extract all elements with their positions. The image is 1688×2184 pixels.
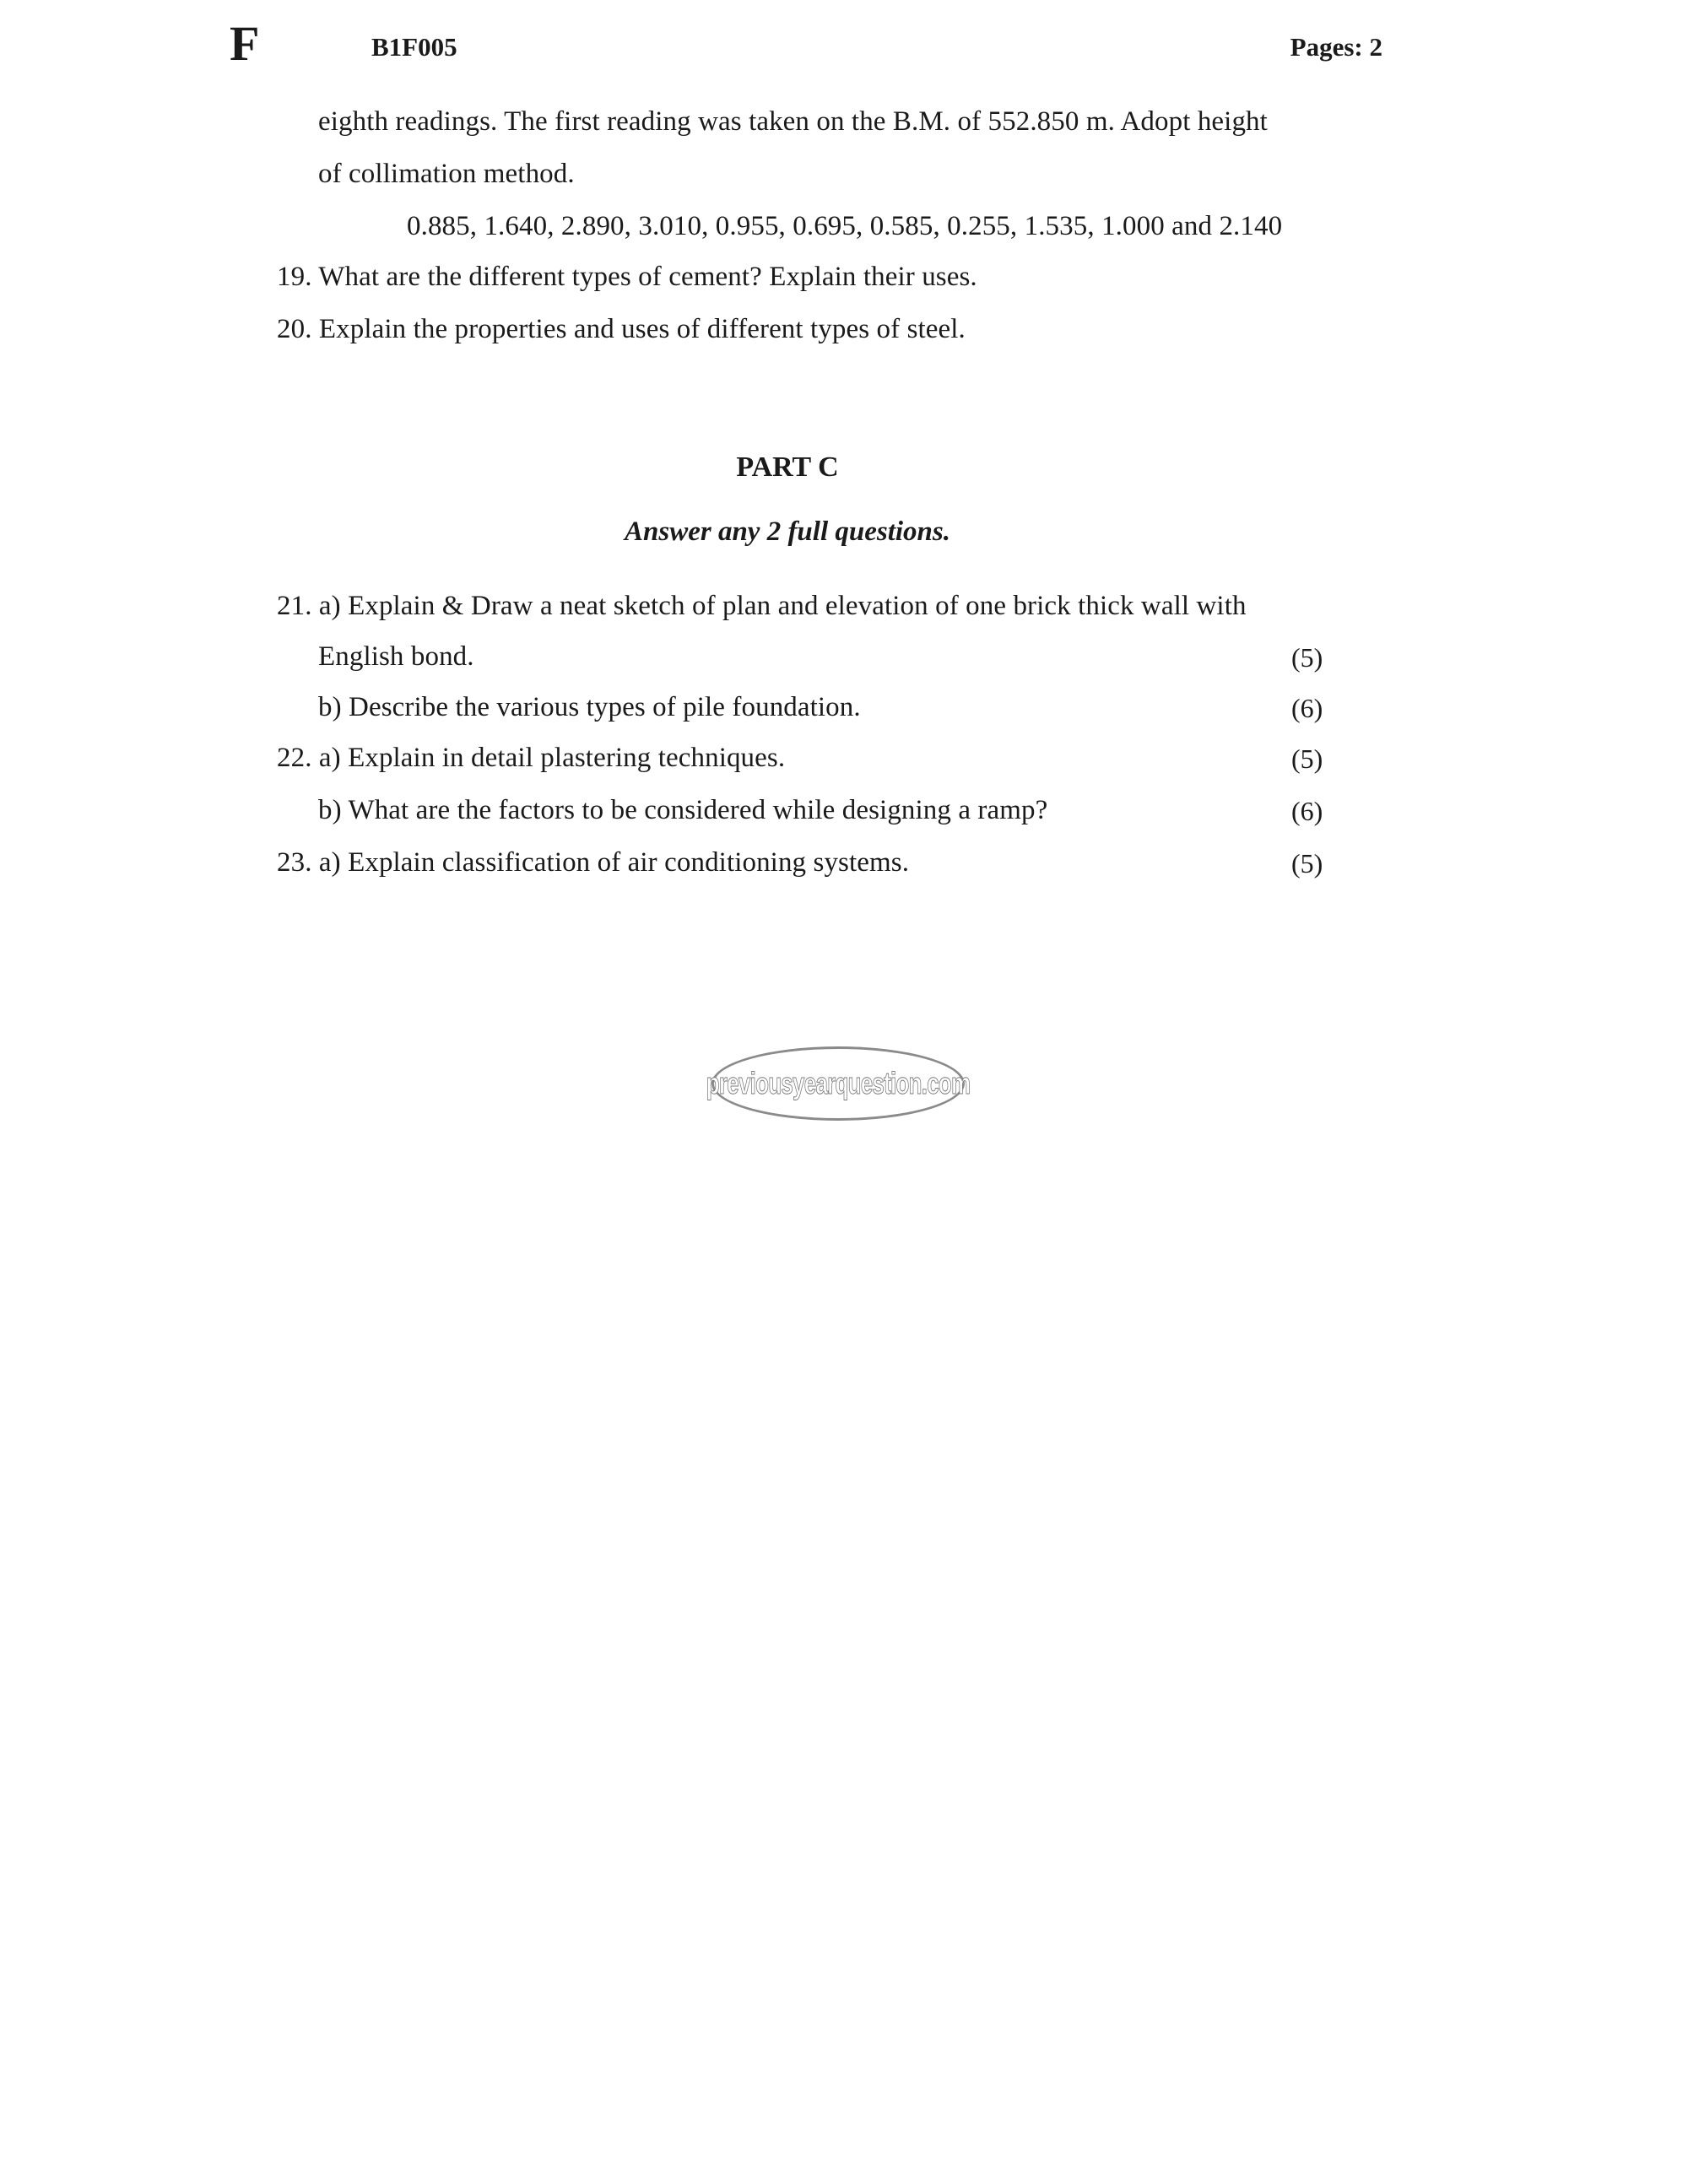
question-22a-marks: (5) [1291, 743, 1323, 774]
part-c-heading: PART C [736, 451, 839, 483]
set-letter: F [230, 16, 260, 71]
question-21b: b) Describe the various types of pile foundation. [318, 692, 861, 722]
q18-readings: 0.885, 1.640, 2.890, 3.010, 0.955, 0.695, 0.585, 0.255, 1.535, 1.000 and 2.140 [407, 211, 1283, 241]
question-21a-line-1: 21. a) Explain & Draw a neat sketch of plan and elevation of one brick thick wall with [277, 591, 1247, 621]
question-22b-marks: (6) [1291, 796, 1323, 826]
q18-line-1: eighth readings. The first reading was taken on the B.M. of 552.850 m. Adopt height [318, 106, 1268, 137]
part-c-instruction: Answer any 2 full questions. [624, 516, 950, 547]
question-22b: b) What are the factors to be considered while designing a ramp? [318, 795, 1048, 825]
question-23a: 23. a) Explain classification of air conditioning systems. [277, 847, 910, 878]
question-22a: 22. a) Explain in detail plastering techniques. [277, 743, 786, 773]
watermark-logo [706, 1046, 971, 1121]
page-count: Pages: 2 [1290, 32, 1382, 62]
question-20: 20. Explain the properties and uses of different types of steel. [277, 314, 966, 344]
paper-code: B1F005 [371, 32, 457, 62]
question-21a-marks: (5) [1291, 642, 1323, 673]
question-21b-marks: (6) [1291, 693, 1323, 723]
question-19: 19. What are the different types of cement? Explain their uses. [277, 262, 977, 292]
question-21a-line-2: English bond. [318, 641, 474, 672]
watermark-text: previousyearquestion.com [706, 1066, 971, 1100]
q18-line-2: of collimation method. [318, 159, 575, 189]
question-23a-marks: (5) [1291, 848, 1323, 878]
